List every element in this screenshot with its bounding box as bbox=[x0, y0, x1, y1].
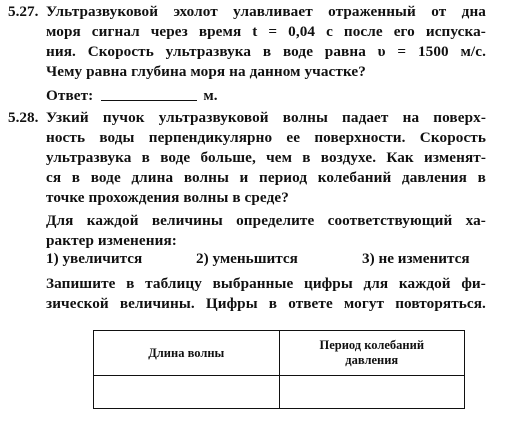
table-header-row bbox=[94, 331, 465, 376]
answer-row bbox=[46, 86, 486, 106]
answer-table bbox=[93, 330, 465, 409]
answer-input[interactable] bbox=[101, 86, 197, 101]
option-unchanged: 3) не изменится bbox=[362, 250, 470, 267]
table-answer-row bbox=[94, 376, 465, 409]
table-instruction-line-2: зической величины. Цифры в ответе могут повторяться. bbox=[46, 295, 486, 312]
table-answer-wavelength[interactable] bbox=[94, 376, 280, 409]
problem-528-line-3: ультразвука в воде больше, чем в воздухе. Как изменят- bbox=[46, 149, 486, 166]
problem-527-line-4: Чему равна глубина моря на данном участке? bbox=[46, 63, 366, 80]
table-header-pressure-period-text: Период колебаний давления bbox=[319, 338, 425, 367]
instruction-line-1: Для каждой величины определите соответствующий ха- bbox=[46, 212, 486, 229]
problem-528-line-4: ся в воде длина волны и период колебаний давления в bbox=[46, 169, 486, 186]
problem-number-528: 5.28. bbox=[8, 109, 39, 126]
problem-527-line-2: моря сигнал через время t = 0,04 с после его испуска- bbox=[46, 23, 486, 40]
table-header-pressure-period bbox=[279, 331, 465, 376]
table-answer-pressure-period[interactable] bbox=[279, 376, 465, 409]
answer-label: Ответ: bbox=[46, 87, 94, 104]
problem-528-line-5: точке прохождения волны в среде? bbox=[46, 189, 289, 206]
answer-unit: м. bbox=[203, 87, 218, 104]
option-decrease: 2) уменьшится bbox=[196, 250, 298, 267]
instruction-line-2: рактер изменения: bbox=[46, 232, 177, 249]
table-instruction-line-1: Запишите в таблицу выбранные цифры для каждой фи- bbox=[46, 275, 486, 292]
option-increase: 1) увеличится bbox=[46, 250, 143, 267]
problem-528-line-1: Узкий пучок ультразвуковой волны падает на поверх- bbox=[46, 109, 486, 126]
problem-528-line-2: ность воды перпендикулярно ее поверхности. Скорость bbox=[46, 129, 486, 146]
table-header-wavelength: Длина волны bbox=[94, 331, 280, 376]
problem-527-line-1: Ультразвуковой эхолот улавливает отраженный от дна bbox=[46, 3, 486, 20]
problem-527-line-3: ния. Скорость ультразвука в воде равна υ = 1500 м/с. bbox=[46, 43, 486, 60]
problem-number-527: 5.27. bbox=[8, 3, 39, 20]
